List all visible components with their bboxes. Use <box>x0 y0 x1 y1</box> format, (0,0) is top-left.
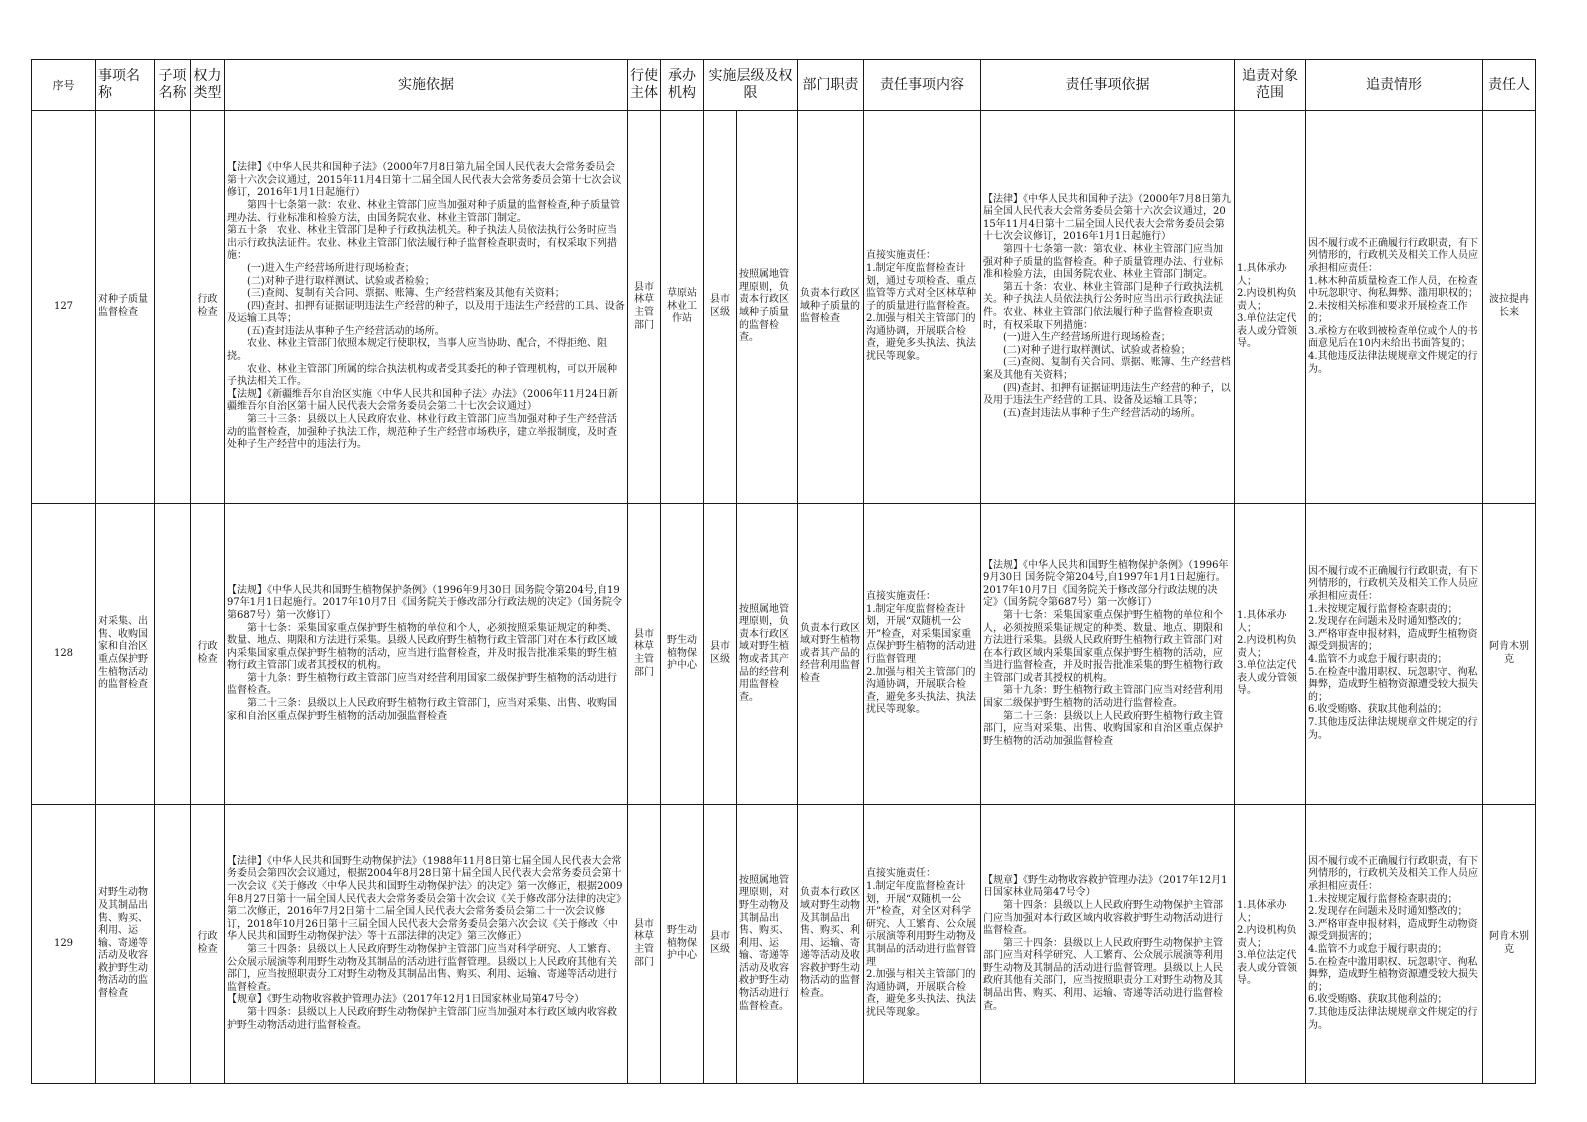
row-accountability-scope: 1.具体承办人； 2.内设机构负责人； 3.单位法定代表人或分管领导。 <box>1235 805 1306 1084</box>
header-responsibility-basis: 责任事项依据 <box>981 60 1235 111</box>
row-level-authority: 按照属地管理原则，对野生动物及其制品出售、购买、利用、运输、寄递等活动及收容救护野生动物活动进行监督检查。 <box>737 805 798 1084</box>
row-accountability-scope: 1.具体承办人； 2.内设机构负责人； 3.单位法定代表人或分管领导。 <box>1235 111 1306 504</box>
row-item-name: 对种子质量监督检查 <box>96 111 155 504</box>
row-responsibility-basis: 【规章】《野生动物收容救护管理办法》（2017年12月1日国家林业局第47号令） 第十四条：县级以上人民政府野生动物保护主管部门应当加强对本行政区域内收容救护野生动物活动进行监督检查。 第三十四条：县级以上人民政府野生动物保护主管部门应当对科学研究、人工繁育、公众展示展演等利用野生动物及其制品的活动进行监督管理。县级以上人民政府其他有关部门，应当按照职责分工对野生动物及其制品出售、购买、利用、运输、寄递等活动进行监督检查。 <box>981 805 1235 1084</box>
row-responsibility-content: 直接实施责任： 1.制定年度监督检查计划，开展“双随机一公开”检查，对全区对科学研究、人工繁育、公众展示展演等利用野生动物及其制品的活动进行监督管理 2.加强与相关主管部门的沟通协调，开展联合检查，避免多头执法、执法扰民等现象。 <box>864 805 981 1084</box>
header-sub-item-name: 子项名称 <box>155 60 191 111</box>
row-responsible-person: 阿肯木别克 <box>1483 805 1536 1084</box>
table-row <box>32 111 1536 504</box>
row-accountability-situation: 因不履行或不正确履行行政职责，有下列情形的，行政机关及相关工作人员应承担相应责任： 1.未按规定履行监督检查职责的； 2.发现存在问题未及时通知整改的； 3.严格审查申报材料，造成野生动物资源受到损害的； 4.监管不力或怠于履行职责的； 5.在检查中滥用职权、玩忽职守、徇私舞弊，造成野生植物资源遭受较大损失的； 6.收受贿赂、获取其他利益的； 7.其他违反法律法规规章文件规定的行为。 <box>1306 805 1483 1084</box>
row-seq: 128 <box>32 504 96 805</box>
header-responsibility-content: 责任事项内容 <box>864 60 981 111</box>
row-sub-item-name <box>155 111 191 504</box>
header-power-type: 权力类型 <box>191 60 225 111</box>
header-seq: 序号 <box>32 60 96 111</box>
row-level-area: 县市区级 <box>704 504 737 805</box>
row-sub-item-name <box>155 805 191 1084</box>
row-sub-item-name <box>155 504 191 805</box>
row-power-type: 行政检查 <box>191 111 225 504</box>
row-responsibility-content: 直接实施责任： 1.制定年度监督检查计划，开展“双随机一公开”检查，对采集国家重点保护野生植物的活动进行监督管理 2.加强与相关主管部门的沟通协调，开展联合检查，避免多头执法、执法扰民等现象。 <box>864 504 981 805</box>
row-undertaking-org: 野生动植物保护中心 <box>661 805 704 1084</box>
row-responsibility-basis: 【法规】《中华人民共和国野生植物保护条例》（1996年9月30日 国务院令第204号,自1997年1月1日起施行。2017年10月7日《国务院关于修改部分行政法规的决定》（国务院令第687号）第一次修订） 第十七条：采集国家重点保护野生植物的单位和个人，必须按照采集证规定的种类、数量、地点、期限和方法进行采集。县级人民政府野生植物行政主管部门对在本行政区域内采集国家重点保护野生植物的活动，应当进行监督检查，并及时报告批准采集的野生植物行政主管部门或者其授权的机构。 第十九条：野生植物行政主管部门应当对经营利用国家二级保护野生植物的活动进行监督检查。 第二十三条：县级以上人民政府野生植物行政主管部门，应当对采集、出售、收购国家和自治区重点保护野生植物的活动加强监督检查 <box>981 504 1235 805</box>
row-undertaking-org: 野生动植物保护中心 <box>661 504 704 805</box>
header-item-name: 事项名称 <box>96 60 155 111</box>
row-accountability-situation: 因不履行或不正确履行行政职责，有下列情形的，行政机关及相关工作人员应承担相应责任： 1.林木种苗质量检查工作人员，在检查中玩忽职守、徇私舞弊、滥用职权的； 2.未按相关标准和要求开展检查工作的； 3.承检方在收到被检查单位或个人的书面意见后在10内未给出书面答复的； 4.其他违反法律法规规章文件规定的行为。 <box>1306 111 1483 504</box>
header-accountability-scope: 追责对象范围 <box>1235 60 1306 111</box>
row-level-area: 县市区级 <box>704 111 737 504</box>
header-responsible-person: 责任人 <box>1483 60 1536 111</box>
row-power-type: 行政检查 <box>191 504 225 805</box>
row-basis: 【法律】《中华人民共和国野生动物保护法》（1988年11月8日第七届全国人民代表大会常务委员会第四次会议通过，根据2004年8月28日第十届全国人民代表大会常务委员会第十一次会议《关于修改〈中华人民共和国野生动物保护法〉的决定》第一次修正，根据2009年8月27日第十一届全国人民代表大会常务委员会第十次会议《关于修改部分法律的决定》第二次修正，2016年7月2日第十二届全国人民代表大会常务委员会第二十一次会议修订，2018年10月26日第十三届全国人民代表大会常务委员会第六次会议《关于修改〈中华人民共和国野生动物保护法〉等十五部法律的决定》第三次修正） 第三十四条：县级以上人民政府野生动物保护主管部门应当对科学研究、人工繁育、公众展示展演等利用野生动物及其制品的活动进行监督管理。县级以上人民政府其他有关部门，应当按照职责分工对野生动物及其制品出售、购买、利用、运输、寄递等活动进行监督检查。 【规章】《野生动物收容救护管理办法》（2017年12月1日国家林业局第47号令） 第十四条：县级以上人民政府野生动物保护主管部门应当加强对本行政区域内收容救护野生动物活动进行监督检查。 <box>225 805 628 1084</box>
row-dept-duty: 负责本行政区域对野生动物及其制品出售、购买、利用、运输、寄递等活动及收容救护野生动物活动的监督检查。 <box>798 805 864 1084</box>
row-level-area: 县市区级 <box>704 805 737 1084</box>
header-subject: 行使主体 <box>628 60 661 111</box>
row-item-name: 对野生动物及其制品出售、购买、利用、运输、寄递等活动及收容救护野生动物活动的监督检查 <box>96 805 155 1084</box>
row-level-authority: 按照属地管理原则，负责本行政区域种子质量的监督检查。 <box>737 111 798 504</box>
row-responsible-person: 阿肯木别克 <box>1483 504 1536 805</box>
header-accountability-situation: 追责情形 <box>1306 60 1483 111</box>
row-power-type: 行政检查 <box>191 805 225 1084</box>
header-row <box>32 60 1536 111</box>
header-basis: 实施依据 <box>225 60 628 111</box>
row-seq: 127 <box>32 111 96 504</box>
row-item-name: 对采集、出售、收购国家和自治区重点保护野生植物活动的监督检查 <box>96 504 155 805</box>
header-undertaking-org: 承办机构 <box>661 60 704 111</box>
row-undertaking-org: 草原站林业工作站 <box>661 111 704 504</box>
table-row <box>32 504 1536 805</box>
row-basis: 【法规】《中华人民共和国野生植物保护条例》（1996年9月30日 国务院令第204号,自1997年1月1日起施行。2017年10月7日《国务院关于修改部分行政法规的决定》（国务院令第687号）第一次修订） 第十七条：采集国家重点保护野生植物的单位和个人，必须按照采集证规定的种类、数量、地点、期限和方法进行采集。县级人民政府野生植物行政主管部门对在本行政区域内采集国家重点保护野生植物的活动，应当进行监督检查，并及时报告批准采集的野生植物行政主管部门或者其授权的机构。 第十九条：野生植物行政主管部门应当对经营利用国家二级保护野生植物的活动进行监督检查。 第二十三条：县级以上人民政府野生植物行政主管部门，应当对采集、出售、收购国家和自治区重点保护野生植物的活动加强监督检查 <box>225 504 628 805</box>
row-subject: 县市林草主管部门 <box>628 111 661 504</box>
row-dept-duty: 负责本行政区域种子质量的监督检查 <box>798 111 864 504</box>
row-accountability-scope: 1.具体承办人； 2.内设机构负责人； 3.单位法定代表人或分管领导。 <box>1235 504 1306 805</box>
row-responsibility-content: 直接实施责任： 1.制定年度监督检查计划，通过专项检查、重点监管等方式对全区林草种子的质量进行监督检查。 2.加强与相关主管部门的沟通协调，开展联合检查，避免多头执法、执法扰民等现象。 <box>864 111 981 504</box>
row-level-authority: 按照属地管理原则，负责本行政区域对野生植物或者其产品的经营利用监督检查。 <box>737 504 798 805</box>
row-accountability-situation: 因不履行或不正确履行行政职责，有下列情形的，行政机关及相关工作人员应承担相应责任： 1.未按规定履行监督检查职责的； 2.发现存在问题未及时通知整改的； 3.严格审查申报材料，造成野生植物资源受到损害的； 4.监管不力或怠于履行职责的； 5.在检查中滥用职权、玩忽职守、徇私舞弊，造成野生植物资源遭受较大损失的； 6.收受贿赂、获取其他利益的； 7.其他违反法律法规规章文件规定的行为。 <box>1306 504 1483 805</box>
row-responsibility-basis: 【法律】《中华人民共和国种子法》（2000年7月8日第九届全国人民代表大会常务委员会第十六次会议通过，2015年11月4日第十二届全国人民代表大会常务委员会第十七次会议修订，2016年1月1日起施行） 第四十七条第一款：第农业、林业主管部门应当加强对种子质量的监督检查。种子质量管理办法、行业标准和检验方法，由国务院农业、林业主管部门制定。 第五十条：农业、林业主管部门是种子行政执法机关。种子执法人员依法执行公务时应当出示行政执法证件。农业、林业主管部门依法履行种子监督检查职责时，有权采取下列措施： (一)进入生产经营场所进行现场检查； (二)对种子进行取样测试、试验或者检验； (三)查阅、复制有关合同、票据、账簿、生产经营档案及其他有关资料； (四)查封、扣押有证据证明违法生产经营的种子，以及用于违法生产经营的工具、设备及运输工具等； (五)查封违法从事种子生产经营活动的场所。 <box>981 111 1235 504</box>
row-responsible-person: 波拉提冉长来 <box>1483 111 1536 504</box>
row-basis: 【法律】《中华人民共和国种子法》（2000年7月8日第九届全国人民代表大会常务委员会第十六次会议通过，2015年11月4日第十二届全国人民代表大会常务委员会第十七次会议修订，2016年1月1日起施行） 第四十七条第一款：农业、林业主管部门应当加强对种子质量的监督检查,种子质量管理办法、行业标准和检验方法，由国务院农业、林业主管部门制定。 第五十条 农业、林业主管部门是种子行政执法机关。种子执法人员依法执行公务时应当出示行政执法证件。农业、林业主管部门依法履行种子监督检查职责时，有权采取下列措施： (一)进入生产经营场所进行现场检查； (二)对种子进行取样测试、试验或者检验； (三)查阅、复制有关合同、票据、账簿、生产经营档案及其他有关资料； (四)查封、扣押有证据证明违法生产经营的种子，以及用于违法生产经营的工具、设备及运输工具等； (五)查封违法从事种子生产经营活动的场所。 农业、林业主管部门依照本规定行使职权，当事人应当协助、配合，不得拒绝、阻挠。 农业、林业主管部门所属的综合执法机构或者受其委托的种子管理机构，可以开展种子执法相关工作。 【法规】《新疆维吾尔自治区实施〈中华人民共和国种子法〉办法》（2006年11月24日新疆维吾尔自治区第十届人民代表大会常务委员会第二十七次会议通过） 第三十三条：县级以上人民政府农业、林业行政主管部门应当加强对种子生产经营活动的监督检查，加强种子执法工作，规范种子生产经营市场秩序，建立举报制度，及时查处种子生产经营中的违法行为。 <box>225 111 628 504</box>
row-subject: 县市林草主管部门 <box>628 805 661 1084</box>
header-dept-duty: 部门职责 <box>798 60 864 111</box>
row-dept-duty: 负责本行政区域对野生植物或者其产品的经营利用监督检查 <box>798 504 864 805</box>
table-row <box>32 805 1536 1084</box>
row-subject: 县市林草主管部门 <box>628 504 661 805</box>
responsibility-table <box>31 59 1536 1084</box>
row-seq: 129 <box>32 805 96 1084</box>
header-level: 实施层级及权限 <box>704 60 798 111</box>
